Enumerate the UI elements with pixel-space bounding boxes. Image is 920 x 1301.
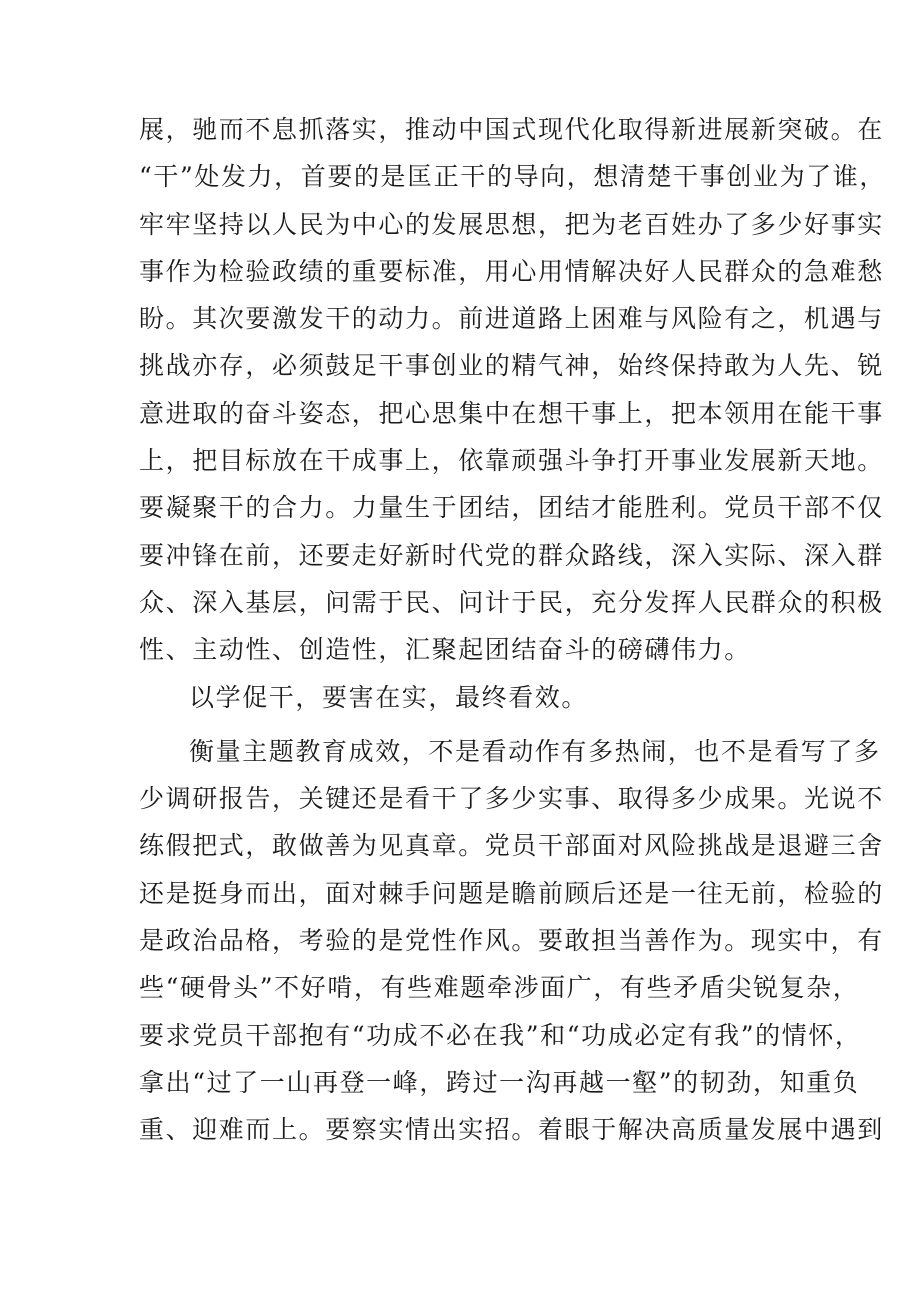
- text-line: 展，驰而不息抓落实，推动中国式现代化取得新进展新突破。在: [139, 115, 884, 144]
- text-line: 些“硬骨头”不好啃，有些难题牵涉面广，有些矛盾尖锐复杂，: [139, 973, 860, 1003]
- text-line: 盼。其次要激发干的动力。前进道路上困难与风险有之，机遇与: [139, 304, 884, 334]
- text-line: 要凝聚干的合力。力量生于团结，团结才能胜利。党员干部不仅: [139, 493, 884, 523]
- text-line: 牢牢坚持以人民为中心的发展思想，把为老百姓办了多少好事实: [139, 209, 884, 239]
- text-line: 重、迎难而上。要察实情出实招。着眼于解决高质量发展中遇到: [139, 1115, 884, 1145]
- paragraph-gap: [139, 721, 819, 728]
- text-line: 性、主动性、创造性，汇聚起团结奋斗的磅礴伟力。: [139, 635, 751, 665]
- text-line: 意进取的奋斗姿态，把心思集中在想干事上，把本领用在能干事: [139, 398, 884, 428]
- text-line: 衡量主题教育成效，不是看动作有多热闹，也不是看写了多: [189, 736, 881, 766]
- text-line: 练假把式，敢做善为见真章。党员干部面对风险挑战是退避三舍: [139, 831, 884, 861]
- text-line: 事作为检验政绩的重要标准，用心用情解决好人民群众的急难愁: [139, 256, 884, 286]
- text-line: 挑战亦存，必须鼓足干事创业的精气神，始终保持敢为人先、锐: [139, 351, 884, 381]
- text-line: 拿出“过了一山再登一峰，跨过一沟再越一壑”的韧劲，知重负: [139, 1067, 860, 1097]
- text-line: 还是挺身而出，面对棘手问题是瞻前顾后还是一往无前，检验的: [139, 878, 884, 908]
- text-line: 要求党员干部抱有“功成不必在我”和“功成必定有我”的情怀，: [139, 1020, 862, 1050]
- document-body: [139, 106, 886, 1154]
- section-heading: 以学促干，要害在实，最终看效。: [189, 682, 589, 712]
- text-line: 要冲锋在前，还要走好新时代党的群众路线，深入实际、深入群: [139, 540, 884, 570]
- paragraph-1: [139, 106, 886, 674]
- text-line: 众、深入基层，问需于民、问计于民，充分发挥人民群众的积极: [139, 587, 884, 617]
- text-line: 是政治品格，考验的是党性作风。要敢担当善作为。现实中，有: [139, 926, 884, 956]
- text-line: “干”处发力，首要的是匡正干的导向，想清楚干事创业为了谁，: [139, 162, 886, 192]
- paragraph-2: [139, 728, 884, 1154]
- text-line: 上，把目标放在干成事上，依靠顽强斗争打开事业发展新天地。: [139, 446, 884, 476]
- text-line: 少调研报告，关键还是看干了多少实事、取得多少成果。光说不: [139, 784, 884, 814]
